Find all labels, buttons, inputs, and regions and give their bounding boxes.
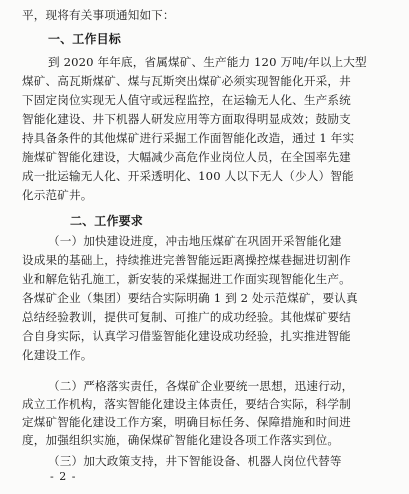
body-line: 各煤矿企业（集团）要结合实际明确 1 到 2 处示范煤矿，要认真 <box>22 291 358 305</box>
body-line: 智能化建设、井下机器人研发应用等方面取得明显成效；鼓励支 <box>22 112 351 126</box>
body-line: 持具备条件的其他煤矿进行采掘工作面智能化改造，通过 1 年实 <box>22 131 355 145</box>
body-line: 定煤矿智能化建设工作方案，明确目标任务、保障措施和时间进 <box>22 415 351 429</box>
body-line: 化建设工作。 <box>22 348 93 362</box>
section-heading-requirements: 二、工作要求 <box>70 214 143 228</box>
body-line: 成立工作机构，落实智能化建设主体责任，要结合实际，科学制 <box>22 397 351 411</box>
body-line: （一）加快建设进度，冲击地压煤矿在巩固开采智能化建 <box>48 234 342 248</box>
body-line: 煤矿、高瓦斯煤矿、煤与瓦斯突出煤矿必须实现智能化开采，井 <box>22 74 351 88</box>
body-line: 成一批运输无人化、开采透明化、100 人以下无人（少人）智能 <box>22 169 354 183</box>
body-line: 到 2020 年年底，省属煤矿、生产能力 120 万吨/年以上大型 <box>48 55 367 69</box>
body-line: 合自身实际，认真学习借鉴智能化建设成功经验，扎实推进智能 <box>22 329 351 343</box>
body-line: 施煤矿智能化建设，大幅减少高危作业岗位人员，在全国率先建 <box>22 150 351 164</box>
body-line: 业和解危钻孔施工，新安装的采煤掘进工作面实现智能化生产。 <box>22 272 351 286</box>
section-heading-goals: 一、工作目标 <box>48 32 121 46</box>
body-line: 化示范矿井。 <box>22 188 93 202</box>
body-line: 总结经验教训，提供可复制、可推广的成功经验。其他煤矿要结 <box>22 310 351 324</box>
body-line: （三）加大政策支持，井下智能设备、机器人岗位代替等 <box>48 454 342 468</box>
body-line: 下固定岗位实现无人值守或远程监控，在运输无人化、生产系统 <box>22 93 351 107</box>
body-line: 设成果的基础上，持续推进完善智能远距离操控煤巷掘进切割作 <box>22 253 351 267</box>
body-line: 度，加强组织实施，确保煤矿智能化建设各项工作落实到位。 <box>22 433 340 447</box>
intro-text-line: 平，现将有关事项通知如下： <box>22 8 175 22</box>
page-number: - 2 - <box>50 470 77 483</box>
body-line: （二）严格落实责任，各煤矿企业要统一思想，迅速行动， <box>48 379 354 393</box>
